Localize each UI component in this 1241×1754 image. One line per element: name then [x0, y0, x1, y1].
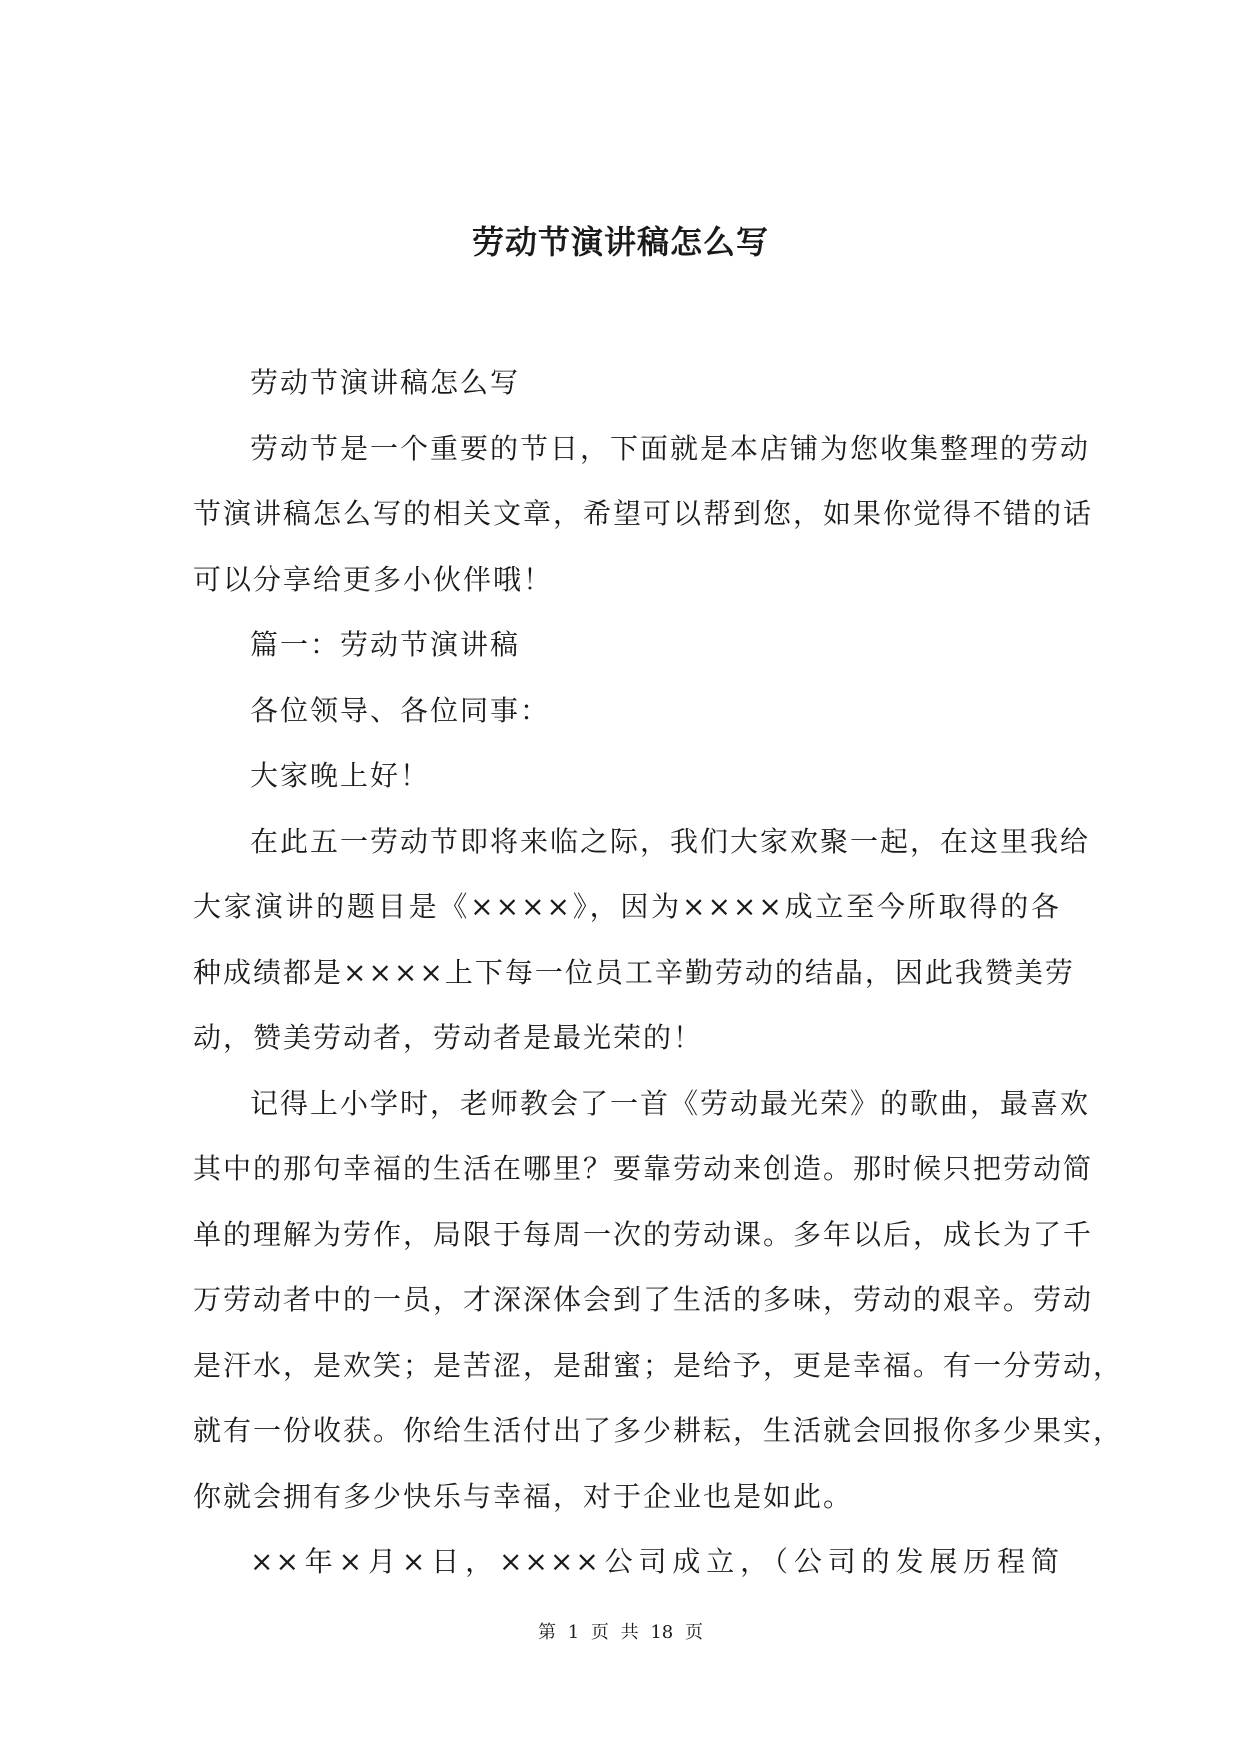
paragraph-line: 其中的那句幸福的生活在哪里？要靠劳动来创造。那时候只把劳动简 — [193, 1152, 1094, 1185]
paragraph-line: 是汗水，是欢笑；是苦涩，是甜蜜；是给予，更是幸福。有一分劳动， — [193, 1348, 1124, 1382]
paragraph-line: 节演讲稿怎么写的相关文章，希望可以帮到您，如果你觉得不错的话 — [193, 497, 1094, 530]
document-title: 劳动节演讲稿怎么写 — [471, 223, 769, 261]
paragraph-line: 篇一：劳动节演讲稿 — [250, 628, 521, 661]
paragraph-line: 各位领导、各位同事： — [250, 693, 551, 727]
paragraph-line: 记得上小学时，老师教会了一首《劳动最光荣》的歌曲，最喜欢 — [250, 1086, 1091, 1120]
paragraph-line: 劳动节演讲稿怎么写 — [250, 366, 521, 399]
paragraph-line: ××年×月×日，××××公司成立，（公司的发展历程简 — [250, 1545, 1061, 1578]
paragraph-line: 可以分享给更多小伙伴哦！ — [193, 562, 554, 596]
paragraph-line: 动，赞美劳动者，劳动者是最光荣的！ — [193, 1021, 704, 1054]
paragraph-line: 大家演讲的题目是《××××》，因为××××成立至今所取得的各 — [193, 890, 1061, 923]
paragraph-line: 你就会拥有多少快乐与幸福，对于企业也是如此。 — [193, 1479, 854, 1513]
paragraph-line: 单的理解为劳作，局限于每周一次的劳动课。多年以后，成长为了千 — [193, 1217, 1094, 1251]
page-number-footer: 第 1 页 共 18 页 — [538, 1622, 703, 1643]
paragraph-line: 万劳动者中的一员，才深深体会到了生活的多味，劳动的艰辛。劳动 — [193, 1283, 1094, 1316]
paragraph-line: 劳动节是一个重要的节日，下面就是本店铺为您收集整理的劳动 — [250, 431, 1091, 465]
document-body — [193, 350, 1124, 1595]
paragraph-line: 在此五一劳动节即将来临之际，我们大家欢聚一起，在这里我给 — [250, 824, 1091, 858]
paragraph-line: 大家晚上好！ — [250, 759, 431, 792]
paragraph-line: 就有一份收获。你给生活付出了多少耕耘，生活就会回报你多少果实， — [193, 1414, 1124, 1447]
paragraph-line: 种成绩都是××××上下每一位员工辛勤劳动的结晶，因此我赞美劳 — [193, 955, 1075, 989]
